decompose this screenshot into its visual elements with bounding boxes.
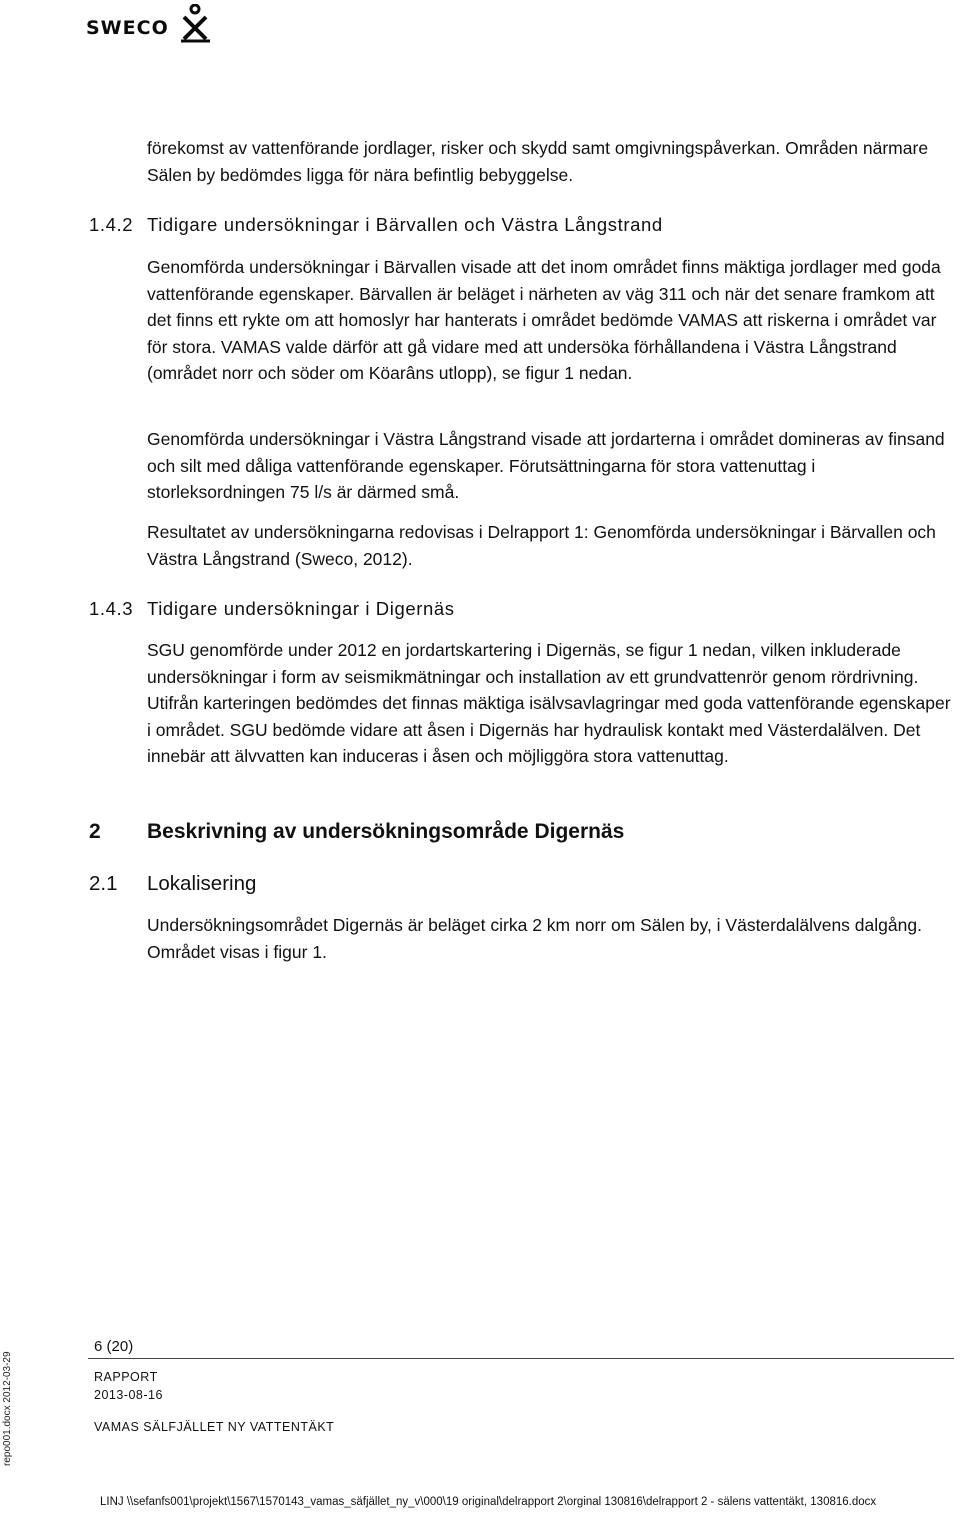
digernas-paragraph: SGU genomförde under 2012 en jordartskartering i Digernäs, se figur 1 nedan, vilken inkluderade undersökningar i form av seismikmätningar och installation av ett grundvattenrör genom rördrivning. Utifrån karteringen bedömdes det finnas mäktiga isälvsavlagringar med goda vattenförande egenskaper i området. SGU bedömde vidare att åsen i Digernäs har hydraulisk kontakt med Västerdalälven. Det innebär att älvvatten kan induceras i åsen och möjliggöra stora vattenuttag. — [147, 640, 951, 766]
section-number: 2 — [89, 820, 101, 843]
project-name: VAMAS SÄLFJÄLLET NY VATTENTÄKT — [94, 1420, 335, 1434]
section-number: 2.1 — [89, 872, 118, 895]
footer-divider — [88, 1358, 954, 1359]
file-path: LINJ \\sefanfs001\projekt\1567\1570143_vamas_säfjället_ny_v\000\19 original\delrapport 2\orginal 130816\delrapport 2 - sälens vattentäkt, 130816.docx — [100, 1496, 877, 1508]
vastra-langstrand-paragraph: Genomförda undersökningar i Västra Långstrand visade att jordarterna i området domineras av finsand och silt med dåliga vattenförande egenskaper. Förutsättningarna för stora vattenuttag i storleksordningen 75 l/s är därmed små. — [147, 429, 945, 502]
report-type: RAPPORT — [94, 1370, 158, 1384]
section-title: Tidigare undersökningar i Bärvallen och Västra Långstrand — [147, 214, 663, 235]
section-title: Beskrivning av undersökningsområde Digernäs — [147, 820, 625, 843]
section-title: Lokalisering — [147, 872, 257, 895]
barvallen-paragraph: Genomförda undersökningar i Bärvallen visade att det inom området finns mäktiga jordlager med goda vattenförande egenskaper. Bärvallen är beläget i närheten av väg 311 och när det senare framkom att det finns ett rykte om att homoslyr har hanterats i området bedömde VAMAS att riskerna i området var för stora. VAMAS valde därför att gå vidare med att undersöka förhållandena i Västra Långstrand (området norr och söder om Köarâns utlopp), se figur 1 nedan. — [147, 257, 941, 383]
section-1-4-2-heading — [89, 214, 663, 236]
section-1-4-3-heading — [89, 598, 455, 620]
intro-paragraph: förekomst av vattenförande jordlager, risker och skydd samt omgivningspåverkan. Områden närmare Sälen by bedömdes ligga för nära befintlig bebyggelse. — [147, 138, 929, 185]
delrapport-paragraph: Resultatet av undersökningarna redovisas i Delrapport 1: Genomförda undersökningar i Bärvallen och Västra Långstrand (Sweco, 2012). — [147, 522, 936, 569]
logo-wordmark: SWECO — [86, 17, 169, 39]
lokalisering-paragraph: Undersökningsområdet Digernäs är beläget cirka 2 km norr om Sälen by, i Västerdalälvens dalgång. Området visas i figur 1. — [147, 915, 922, 962]
report-date: 2013-08-16 — [94, 1388, 163, 1402]
section-title: Tidigare undersökningar i Digernäs — [147, 598, 455, 619]
page-number: 6 (20) — [94, 1338, 134, 1355]
section-number: 1.4.2 — [89, 214, 134, 235]
section-number: 1.4.3 — [89, 598, 134, 619]
sweco-figure-icon — [178, 4, 214, 44]
section-2-heading — [89, 820, 624, 844]
section-2-1-heading — [89, 872, 256, 896]
template-code: repo001.docx 2012-03-29 — [2, 1351, 13, 1466]
sweco-logo — [86, 4, 216, 46]
